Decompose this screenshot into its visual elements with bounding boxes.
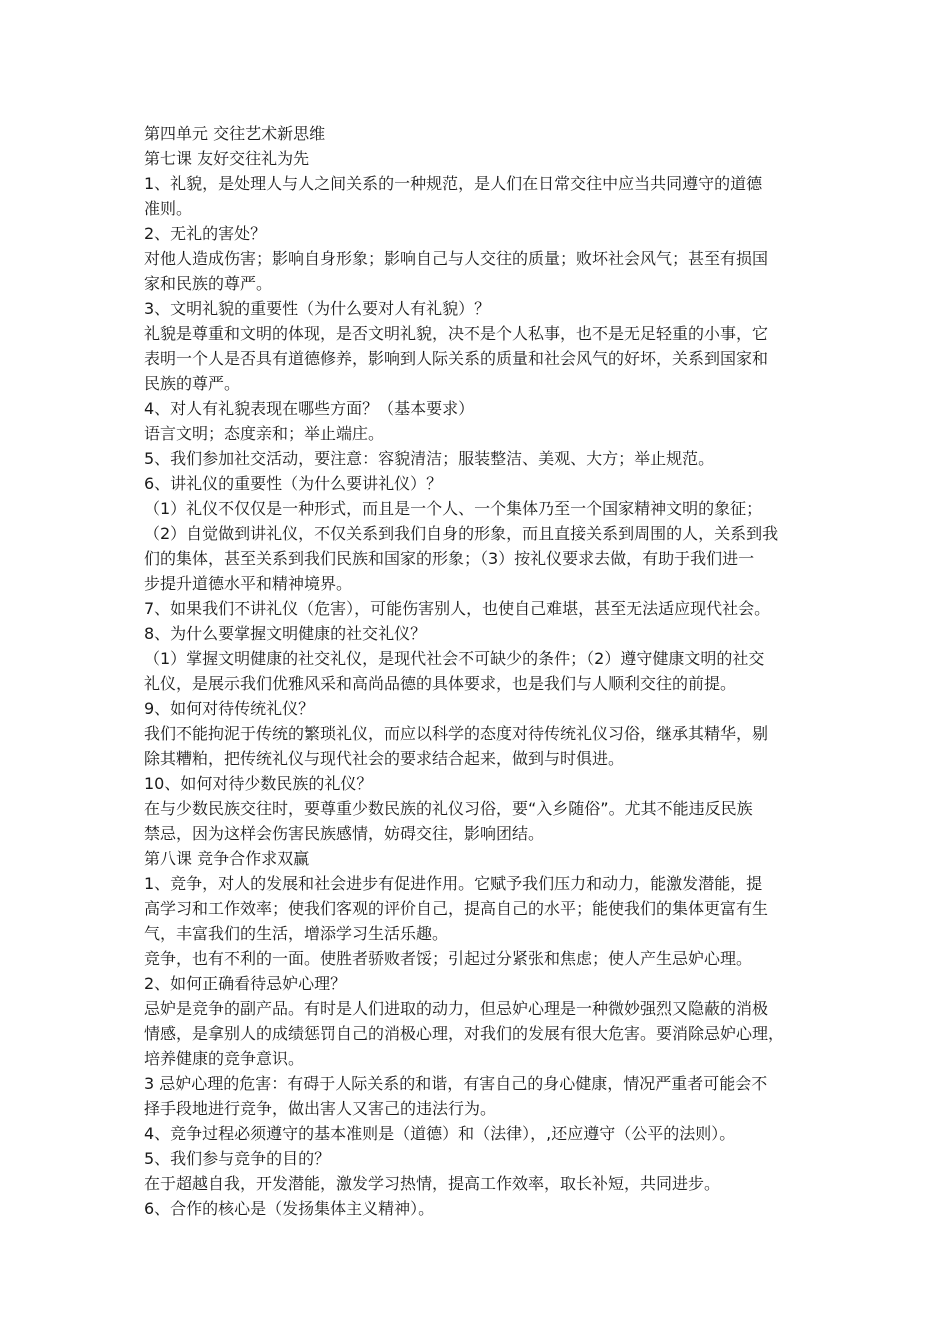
question-line: 3 忌妒心理的危害：有碍于人际关系的和谐，有害自己的身心健康，情况严重者可能会不 — [144, 1074, 768, 1093]
question-line: 10、如何对待少数民族的礼仪？ — [144, 774, 373, 793]
answer-line: 竞争，也有不利的一面。使胜者骄败者馁；引起过分紧张和焦虑；使人产生忌妒心理。 — [144, 949, 753, 968]
section-heading: 第八课 竞争合作求双赢 — [144, 849, 310, 868]
question-line: 2、如何正确看待忌妒心理？ — [144, 974, 347, 993]
answer-line: 忌妒是竞争的副产品。有时是人们进取的动力，但忌妒心理是一种微妙强烈又隐蔽的消极 — [144, 999, 769, 1018]
question-line: 9、如何对待传统礼仪？ — [144, 699, 315, 718]
answer-line: 步提升道德水平和精神境界。 — [144, 574, 353, 593]
answer-line: 礼貌是尊重和文明的体现，是否文明礼貌，决不是个人私事，也不是无足轻重的小事，它 — [144, 324, 769, 343]
question-line: 8、为什么要掌握文明健康的社交礼仪？ — [144, 624, 427, 643]
answer-line: 禁忌，因为这样会伤害民族感情，妨碍交往，影响团结。 — [144, 824, 545, 843]
question-line: 7、如果我们不讲礼仪（危害），可能伤害别人，也使自己难堪，甚至无法适应现代社会。 — [144, 599, 771, 618]
answer-line: 培养健康的竞争意识。 — [144, 1049, 305, 1068]
answer-line: 们的集体，甚至关系到我们民族和国家的形象；（3）按礼仪要求去做，有助于我们进一 — [144, 549, 755, 568]
answer-line: （1）礼仪不仅仅是一种形式，而且是一个人、一个集体乃至一个国家精神文明的象征； — [144, 499, 763, 518]
answer-line: 气，丰富我们的生活，增添学习生活乐趣。 — [144, 924, 449, 943]
question-line: 4、竞争过程必须遵守的基本准则是（道德）和（法律），,还应遵守（公平的法则）。 — [144, 1124, 736, 1143]
question-line: 2、无礼的害处？ — [144, 224, 267, 243]
answer-line: 家和民族的尊严。 — [144, 274, 273, 293]
question-line: 3、文明礼貌的重要性（为什么要对人有礼貌）？ — [144, 299, 491, 318]
answer-line: 表明一个人是否具有道德修养，影响到人际关系的质量和社会风气的好坏，关系到国家和 — [144, 349, 769, 368]
answer-line: 除其糟粕，把传统礼仪与现代社会的要求结合起来，做到与时俱进。 — [144, 749, 625, 768]
answer-line: 语言文明；态度亲和；举止端庄。 — [144, 424, 385, 443]
question-line: 5、我们参加社交活动，要注意：容貌清洁；服装整洁、美观、大方；举止规范。 — [144, 449, 715, 468]
answer-line: 在于超越自我，开发潜能，激发学习热情，提高工作效率，取长补短，共同进步。 — [144, 1174, 721, 1193]
answer-line: 在与少数民族交往时，要尊重少数民族的礼仪习俗，要“入乡随俗”。尤其不能违反民族 — [144, 799, 753, 818]
question-line: 6、合作的核心是（发扬集体主义精神）。 — [144, 1199, 435, 1218]
answer-line: 择手段地进行竞争，做出害人又害己的违法行为。 — [144, 1099, 497, 1118]
answer-line: 高学习和工作效率；使我们客观的评价自己，提高自己的水平；能使我们的集体更富有生 — [144, 899, 769, 918]
question-line: 1、竞争，对人的发展和社会进步有促进作用。它赋予我们压力和动力，能激发潜能，提 — [144, 874, 763, 893]
answer-line: 礼仪，是展示我们优雅风采和高尚品德的具体要求，也是我们与人顺利交往的前提。 — [144, 674, 737, 693]
answer-line: 我们不能拘泥于传统的繁琐礼仪，而应以科学的态度对待传统礼仪习俗，继承其精华，剔 — [144, 724, 769, 743]
question-line: 4、对人有礼貌表现在哪些方面？（基本要求） — [144, 399, 475, 418]
question-line: 1、礼貌，是处理人与人之间关系的一种规范，是人们在日常交往中应当共同遵守的道德 — [144, 174, 763, 193]
document-page — [144, 121, 808, 1221]
answer-line: 民族的尊严。 — [144, 374, 241, 393]
answer-line: （1）掌握文明健康的社交礼仪，是现代社会不可缺少的条件；（2）遵守健康文明的社交 — [144, 649, 765, 668]
answer-line: 对他人造成伤害；影响自身形象；影响自己与人交往的质量；败坏社会风气；甚至有损国 — [144, 249, 769, 268]
answer-line: （2）自觉做到讲礼仪，不仅关系到我们自身的形象，而且直接关系到周围的人，关系到我 — [144, 524, 779, 543]
section-heading: 第七课 友好交往礼为先 — [144, 149, 310, 168]
answer-line: 情感，是拿别人的成绩惩罚自己的消极心理，对我们的发展有很大危害。要消除忌妒心理， — [144, 1024, 785, 1043]
answer-line: 准则。 — [144, 199, 193, 218]
question-line: 6、讲礼仪的重要性（为什么要讲礼仪）？ — [144, 474, 443, 493]
section-heading: 第四单元 交往艺术新思维 — [144, 124, 326, 143]
question-line: 5、我们参与竞争的目的？ — [144, 1149, 331, 1168]
